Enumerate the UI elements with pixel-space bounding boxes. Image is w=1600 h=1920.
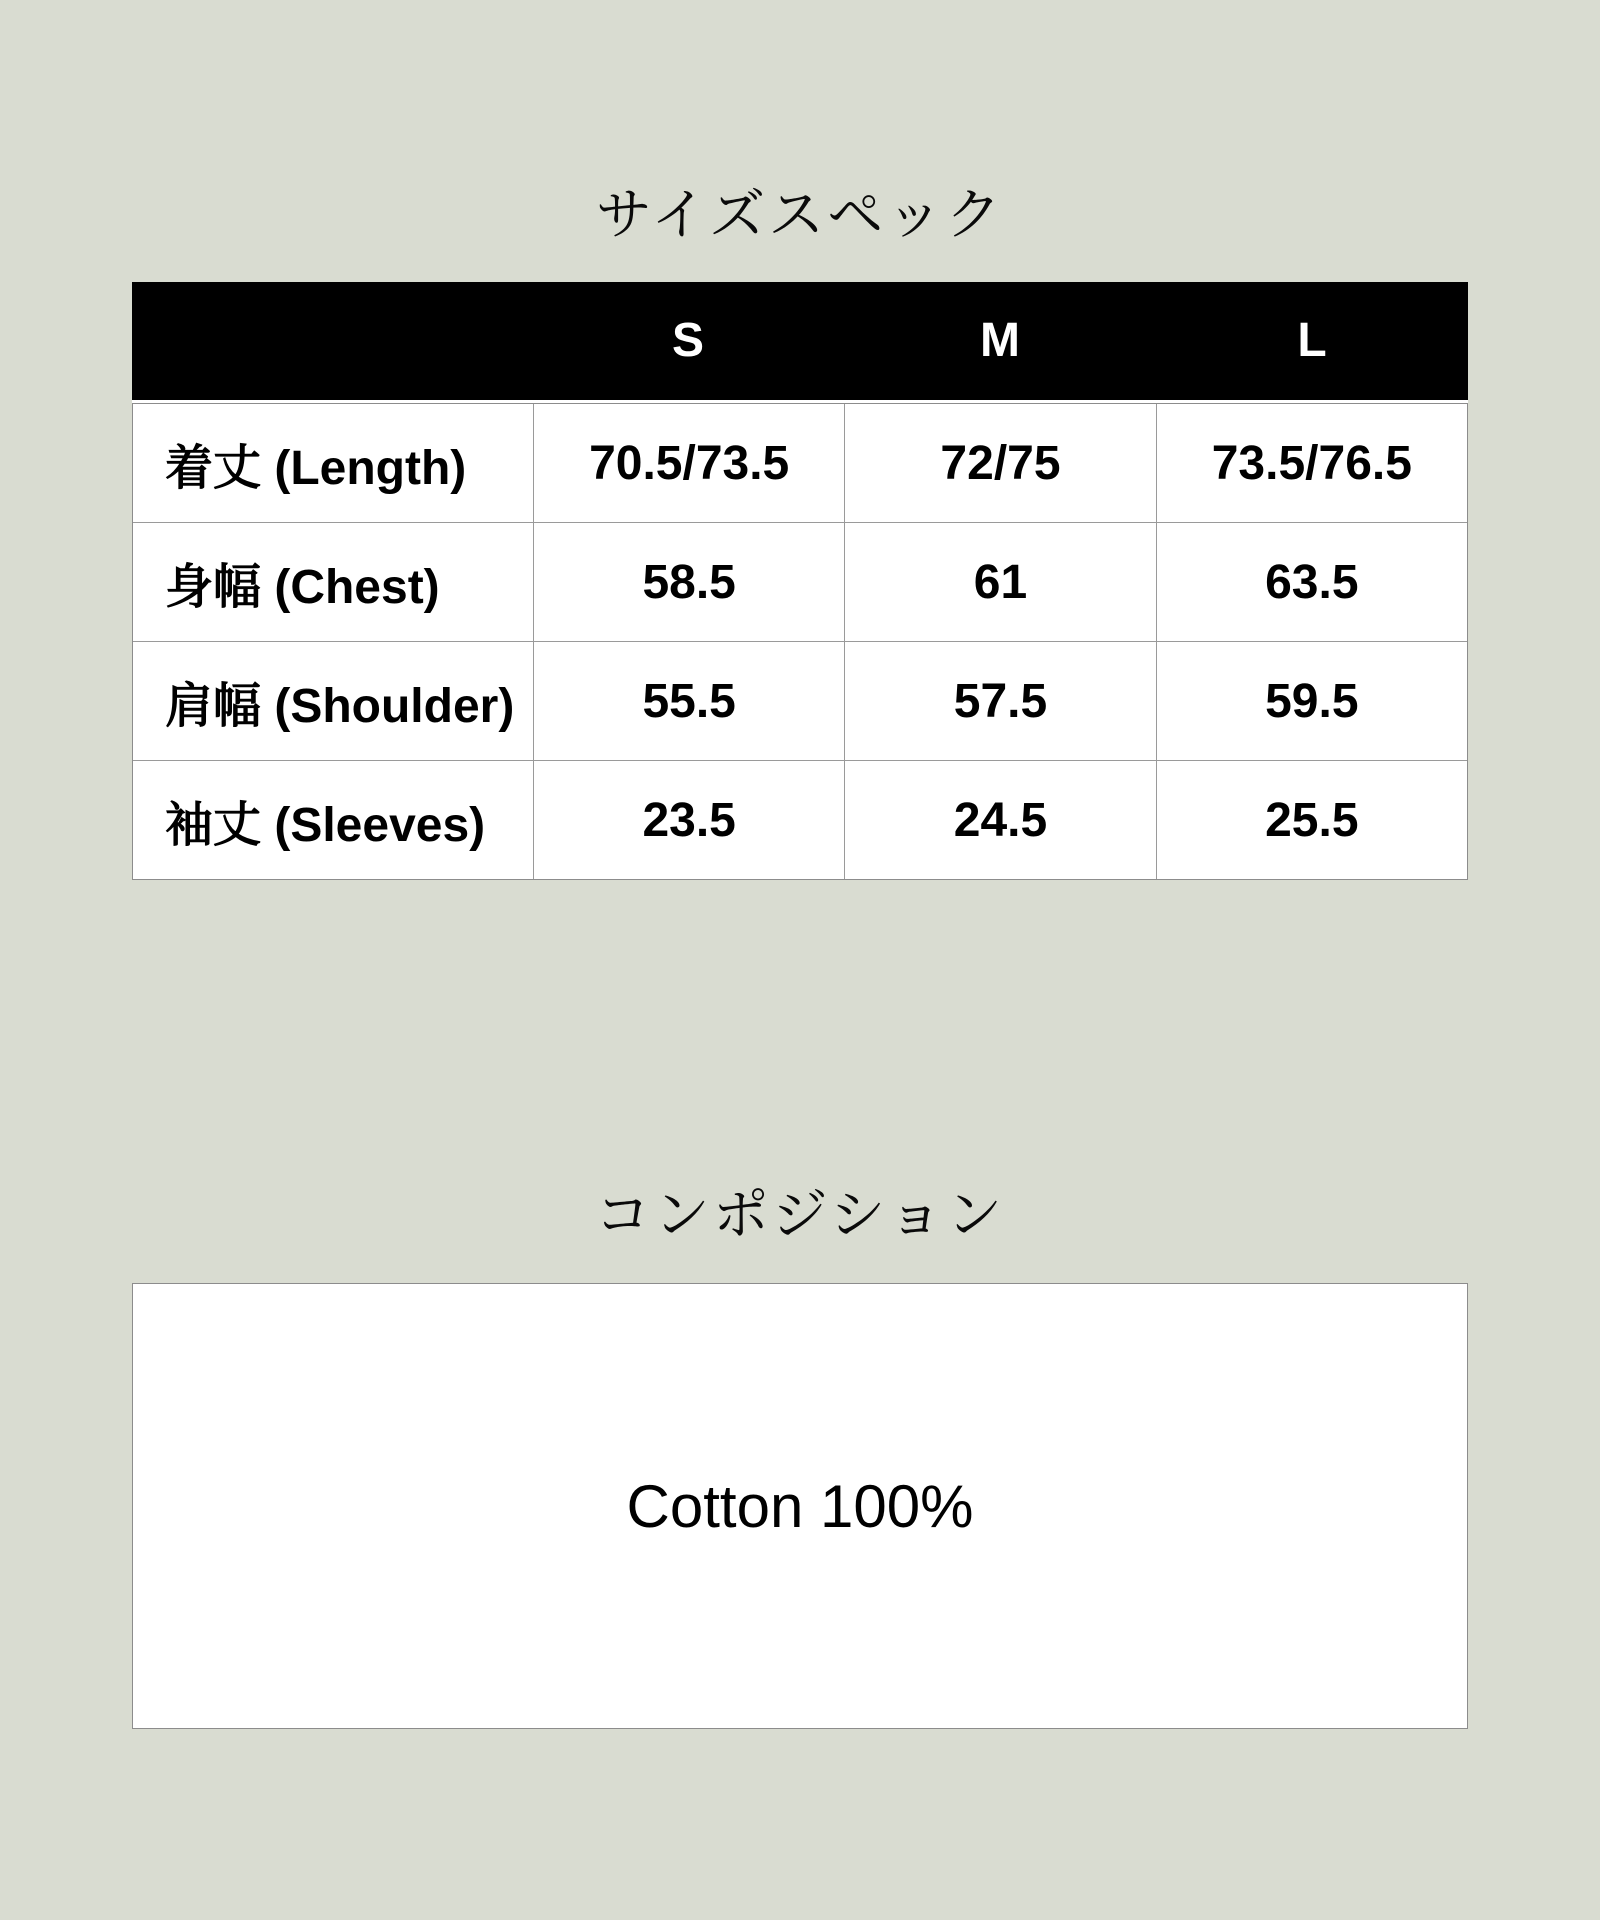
row-length-label: 着丈 (Length) <box>133 404 533 522</box>
row-shoulder-value-l: 59.5 <box>1157 642 1467 760</box>
row-sleeves-value-m: 24.5 <box>845 761 1155 879</box>
row-shoulder-value-s: 55.5 <box>534 642 844 760</box>
composition-box <box>132 1283 1468 1729</box>
size-spec-table-body <box>132 403 1468 880</box>
composition-value: Cotton 100% <box>626 1472 974 1540</box>
row-sleeves-label: 袖丈 (Sleeves) <box>133 761 533 879</box>
row-chest-value-m: 61 <box>845 523 1155 641</box>
row-length-value-l: 73.5/76.5 <box>1157 404 1467 522</box>
header-size-s: S <box>671 314 704 367</box>
row-chest-value-l: 63.5 <box>1157 523 1467 641</box>
row-chest-label: 身幅 (Chest) <box>133 523 533 641</box>
row-chest-value-s: 58.5 <box>534 523 844 641</box>
header-size-l: L <box>1297 314 1327 367</box>
row-shoulder-label: 肩幅 (Shoulder) <box>133 642 533 760</box>
row-sleeves-value-s: 23.5 <box>534 761 844 879</box>
row-sleeves-value-l: 25.5 <box>1157 761 1467 879</box>
size-spec-title: サイズスペック <box>595 185 1005 247</box>
row-length-value-m: 72/75 <box>845 404 1155 522</box>
composition-title: コンポジション <box>594 1185 1006 1247</box>
row-shoulder-value-m: 57.5 <box>845 642 1155 760</box>
size-spec-table-header <box>132 282 1468 400</box>
header-size-m: M <box>980 314 1020 367</box>
size-spec-table <box>132 282 1468 880</box>
row-length-value-s: 70.5/73.5 <box>534 404 844 522</box>
